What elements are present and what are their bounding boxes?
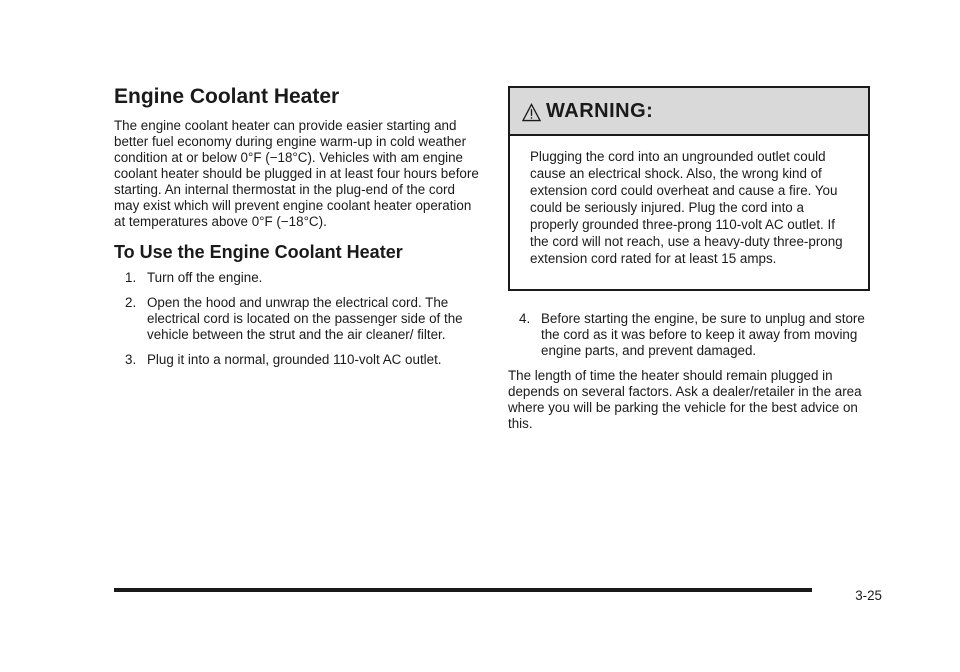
step-text: Before starting the engine, be sure to unplug and store the cord as it was before to keep it away from moving engine parts, and prevent damaged. xyxy=(541,311,865,358)
list-item xyxy=(508,311,874,359)
list-item xyxy=(114,295,480,343)
footer-rule xyxy=(114,588,812,592)
closing-paragraph: The length of time the heater should remain plugged in depends on several factors. Ask a dealer/retailer in the area where you will be parking the vehicle for the best advice on this. xyxy=(508,368,862,431)
list-item xyxy=(114,270,480,286)
left-column xyxy=(114,84,480,377)
subsection-title: To Use the Engine Coolant Heater xyxy=(114,242,403,262)
page-number: 3-25 xyxy=(855,588,882,603)
right-column xyxy=(508,86,874,432)
steps-list-continued xyxy=(508,311,874,359)
step-number: 3. xyxy=(125,352,137,367)
step-number: 1. xyxy=(125,270,137,285)
warning-header xyxy=(510,88,868,136)
warning-text: Plugging the cord into an ungrounded outlet could cause an electrical shock. Also, the wrong kind of extension cord could overheat and cause a fire. You could be seriously injured. Plug the cord into a properly grounded three-prong 110-volt AC outlet. If the cord will not reach, use a heavy-duty three-prong extension cord rated for at least 15 amps. xyxy=(530,149,843,266)
warning-triangle-icon xyxy=(522,103,541,122)
step-number: 2. xyxy=(125,295,137,310)
step-text: Open the hood and unwrap the electrical cord. The electrical cord is located on the passenger side of the vehicle between the strut and the air cleaner/ filter. xyxy=(147,295,463,342)
section-title: Engine Coolant Heater xyxy=(114,85,340,108)
step-text: Plug it into a normal, grounded 110-volt AC outlet. xyxy=(147,352,442,367)
steps-list xyxy=(114,270,480,368)
warning-title: WARNING: xyxy=(546,99,654,122)
list-item xyxy=(114,352,480,368)
intro-paragraph: The engine coolant heater can provide easier starting and better fuel economy during engine warm-up in cold weather condition at or below 0°F (−18°C). Vehicles with am engine coolant heater should be plugged in at least four hours before starting. An internal thermostat in the plug-end of the cord may exist which will prevent engine coolant heater operation at temperatures above 0°F (−18°C). xyxy=(114,118,479,229)
step-text: Turn off the engine. xyxy=(147,270,263,285)
step-number: 4. xyxy=(519,311,531,326)
warning-box xyxy=(508,86,870,291)
